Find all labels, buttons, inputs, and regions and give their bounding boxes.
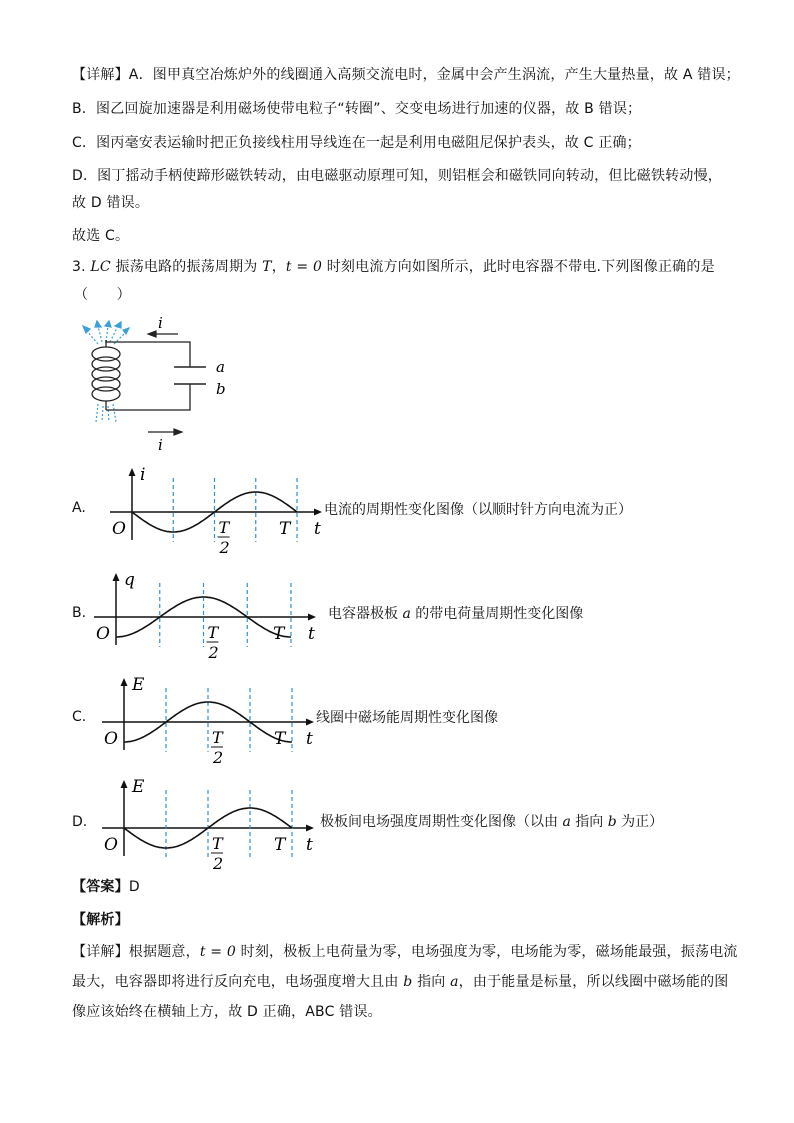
- detail-l2-mid: 指向: [412, 974, 451, 990]
- half-period-label: T: [218, 518, 230, 537]
- prev-explain-line-4: D．图丁摇动手柄使蹄形磁铁转动，由电磁驱动原理可知，则铝框会和磁铁同向转动，但比磁铁转动慢，: [72, 168, 722, 184]
- option-d-caption-pre: 极板间电场强度周期性变化图像（以由: [320, 814, 563, 830]
- t0-symbol: t = 0: [285, 259, 323, 275]
- origin-label: O: [104, 729, 118, 749]
- option-b-letter[interactable]: B.: [72, 605, 87, 621]
- y-axis-label: E: [132, 777, 145, 797]
- detail-l2-b: b: [403, 974, 413, 990]
- period-label: T: [273, 624, 285, 644]
- lc-circuit-figure: [78, 312, 248, 452]
- x-axis-arrow: [314, 509, 322, 516]
- origin-label: O: [104, 835, 118, 855]
- detail-l1-post: 时刻，极板上电荷量为零，电场强度为零，电场能为零，磁场能最强，振荡电流: [235, 944, 738, 960]
- inductor-coil: [92, 340, 120, 410]
- answer-paren: （ ）: [74, 287, 131, 303]
- y-axis-arrow: [121, 780, 128, 788]
- half-period-label: T: [212, 728, 223, 747]
- plate-a-label: a: [216, 358, 225, 376]
- prev-explain-line-5: 故 D 错误。: [72, 195, 150, 211]
- question-text-2: ，: [271, 259, 286, 275]
- answer-line: [72, 877, 732, 897]
- y-axis-arrow: [113, 573, 120, 581]
- option-d-caption-var: a: [562, 814, 571, 830]
- x-axis-arrow: [306, 825, 314, 832]
- option-d-graph[interactable]: [100, 772, 320, 870]
- option-d-caption: [320, 811, 663, 831]
- y-axis-label: q: [124, 570, 135, 590]
- option-c-letter[interactable]: C.: [72, 709, 87, 725]
- answer-value: D: [128, 879, 140, 895]
- t-axis-label: t: [308, 624, 315, 644]
- plate-b-label: b: [216, 380, 226, 398]
- period-label: T: [274, 729, 286, 749]
- detail-l2-pre: 最大，电容器即将进行反向充电，电场强度增大且由: [72, 974, 404, 990]
- detail-l2-a: a: [450, 974, 459, 990]
- question-text-3: 时刻电流方向如图所示，此时电容器不带电.下列图像正确的是: [322, 259, 715, 275]
- period-label: T: [274, 835, 286, 855]
- analysis-label: 【解析】: [72, 912, 129, 928]
- detail-l2-post: ，由于能量是标量，所以线圈中磁场能的图: [458, 974, 729, 990]
- current-label-top: i: [158, 314, 163, 332]
- option-c-graph[interactable]: [100, 670, 320, 765]
- prev-explain-line-6: 故选 C。: [72, 228, 130, 244]
- half-period-label: T: [207, 623, 219, 642]
- option-d-caption-post: 为正）: [616, 814, 664, 830]
- detail-l1-t0: t = 0: [199, 944, 236, 960]
- option-a-caption: 电流的周期性变化图像（以顺时针方向电流为正）: [324, 502, 632, 518]
- option-a-graph[interactable]: [108, 460, 328, 555]
- half-period-denominator: 2: [213, 854, 224, 870]
- circuit-wires: [106, 340, 206, 410]
- option-b-caption-pre: 电容器极板: [328, 606, 403, 622]
- t-axis-label: t: [306, 835, 313, 855]
- x-axis-arrow: [308, 614, 316, 621]
- half-period-denominator: 2: [208, 643, 219, 660]
- half-period-label: T: [212, 834, 223, 853]
- current-label-bottom: i: [158, 436, 163, 452]
- y-axis-arrow: [121, 678, 128, 686]
- prev-explain-line-2: B．图乙回旋加速器是利用磁场使带电粒子“转圈”、交变电场进行加速的仪器，故 B 错误；: [72, 101, 642, 117]
- question-number: 3.: [72, 259, 86, 275]
- option-b-caption-var: a: [402, 606, 411, 622]
- prev-explain-line-3: C．图丙毫安表运输时把正负接线柱用导线连在一起是利用电磁阻尼保护表头，故 C 正确；: [72, 135, 641, 151]
- current-arrows: [148, 331, 182, 435]
- y-axis-label: E: [132, 675, 145, 695]
- question-text-1: 振荡电路的振荡周期为: [110, 259, 263, 275]
- detail-l1-pre: 【详解】根据题意，: [72, 944, 200, 960]
- question-stem: [72, 257, 732, 277]
- t-axis-label: t: [314, 519, 321, 539]
- detail-line-1: [72, 942, 738, 962]
- answer-label: 【答案】: [72, 879, 129, 895]
- option-d-caption-mid: 指向: [570, 814, 608, 830]
- y-axis-label: i: [140, 465, 146, 485]
- origin-label: O: [112, 519, 126, 539]
- lc-symbol: LC: [90, 259, 111, 275]
- half-period-denominator: 2: [213, 748, 224, 765]
- origin-label: O: [96, 624, 110, 644]
- option-d-letter[interactable]: D.: [72, 814, 88, 830]
- option-d-caption-var2: b: [607, 814, 617, 830]
- option-a-letter[interactable]: A.: [72, 500, 86, 516]
- y-axis-arrow: [129, 468, 136, 476]
- prev-explain-line-1: 【详解】A．图甲真空冶炼炉外的线圈通入高频交流电时，金属中会产生涡流，产生大量热量，故 A 错误；: [72, 67, 740, 83]
- option-c-caption: 线圈中磁场能周期性变化图像: [316, 710, 498, 726]
- half-period-denominator: 2: [219, 538, 230, 555]
- period-label: T: [279, 519, 291, 539]
- detail-line-2: [72, 972, 732, 992]
- period-symbol: T: [262, 259, 272, 275]
- option-b-graph[interactable]: [92, 565, 322, 660]
- option-b-caption: [328, 603, 583, 623]
- option-b-caption-post: 的带电荷量周期性变化图像: [410, 606, 584, 622]
- detail-line-3: 像应该始终在横轴上方，故 D 正确，ABC 错误。: [72, 1004, 382, 1020]
- x-axis-arrow: [306, 719, 314, 726]
- t-axis-label: t: [306, 729, 313, 749]
